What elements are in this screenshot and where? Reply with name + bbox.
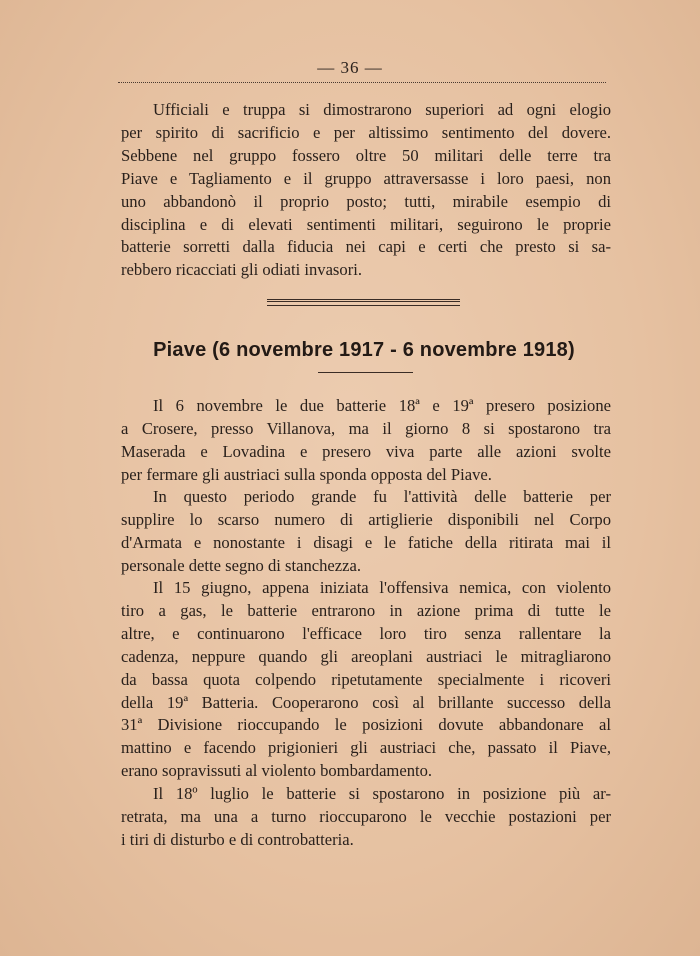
text-line: erano sopravissuti al violento bombardamento.	[121, 761, 433, 781]
text-line: personale dette segno di stanchezza.	[121, 555, 362, 575]
text-line: d'Armata e nonostante i disagi e le fatiche della ritirata mai il	[121, 532, 611, 552]
text-line: Il 15 giugno, appena iniziata l'offensiva nemica, con violento	[153, 578, 611, 597]
text-line: rebbero ricacciati gli odiati invasori.	[121, 260, 362, 280]
text-line: cadenza, neppure quando gli areoplani austriaci le mitragliarono	[121, 646, 611, 666]
page-number: — 36 —	[317, 58, 383, 77]
section-title: Piave (6 novembre 1917 - 6 novembre 1918)	[153, 339, 575, 361]
title-underline	[318, 372, 413, 373]
text-line: a Crosere, presso Villanova, ma il giorno 8 si spostarono tra	[121, 418, 611, 438]
text-line: altre, e continuarono l'efficace loro tiro senza rallentare la	[121, 623, 611, 643]
text-line: mattino e facendo prigionieri gli austriaci che, passato il Piave,	[121, 738, 611, 758]
paragraph-4	[121, 783, 611, 852]
paragraph-2	[121, 486, 611, 578]
text-line: retrata, ma una a turno rioccuparono le vecchie postazioni per	[121, 806, 611, 826]
text-line: Sebbene nel gruppo fossero oltre 50 militari delle terre tra	[121, 145, 611, 165]
text-line: della 19ª Batteria. Cooperarono così al brillante successo della	[121, 692, 611, 712]
section-separator-middle	[267, 301, 460, 302]
text-line: batterie sorretti dalla fiducia nei capi e certi che presto si sa-	[121, 237, 611, 257]
text-line: i tiri di disturbo e di controbatteria.	[121, 829, 354, 849]
text-line: da bassa quota colpendo ripetutamente specialmente i ricoveri	[121, 669, 611, 689]
text-line: uno abbandonò il proprio posto; tutti, mirabile esempio di	[121, 191, 611, 211]
text-line: In questo periodo grande fu l'attività delle batterie per	[153, 487, 611, 506]
paragraph-1	[121, 395, 611, 487]
text-line: Il 18º luglio le batterie si spostarono in posizione più ar-	[153, 784, 611, 803]
text-line: supplire lo scarso numero di artiglierie disponibili nel Corpo	[121, 509, 611, 529]
text-line: Maserada e Lovadina e presero viva parte alle azioni svolte	[121, 441, 611, 461]
text-line: Ufficiali e truppa si dimostrarono superiori ad ogni elogio	[153, 100, 611, 119]
text-line: 31ª Divisione rioccupando le posizioni dovute abbandonare al	[121, 715, 611, 735]
text-line: per spirito di sacrificio e per altissimo sentimento del dovere.	[121, 122, 611, 142]
text-line: disciplina e di elevati sentimenti militari, seguirono le proprie	[121, 214, 611, 234]
text-line: tiro a gas, le batterie entrarono in azione prima di tutte le	[121, 600, 611, 620]
text-line: Il 6 novembre le due batterie 18ª e 19ª presero posizione	[153, 396, 611, 415]
intro-paragraph	[121, 99, 611, 282]
text-line: per fermare gli austriaci sulla sponda opposta del Piave.	[121, 464, 492, 484]
text-line: Piave e Tagliamento e il gruppo attraversasse i loro paesi, non	[121, 168, 611, 188]
header-divider	[118, 82, 606, 83]
paragraph-3	[121, 577, 611, 783]
